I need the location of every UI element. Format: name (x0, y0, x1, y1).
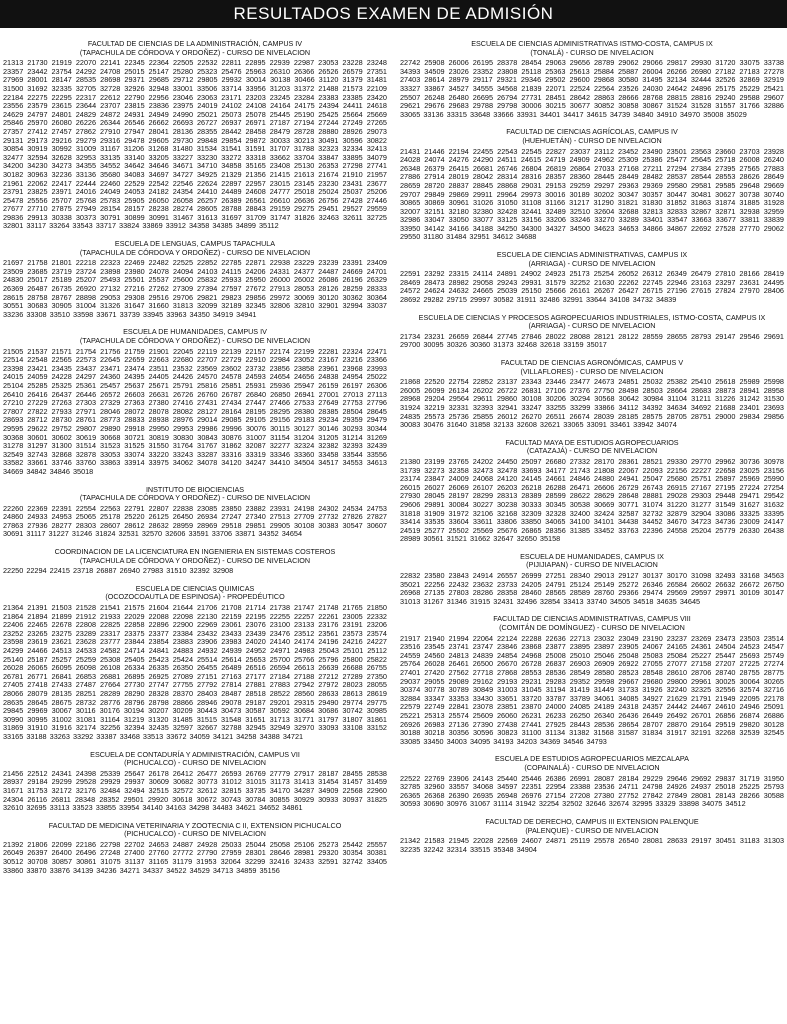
school-campus: (PICHUCALCO) - CURSO DE NIVELACION (124, 758, 266, 768)
school-header (400, 439, 784, 456)
school-name: FACULTAD DE CIENCIAS DE LA ADMINISTRACIÓN, CAMPUS IV (87, 39, 303, 48)
school-name: ESCUELA DE CONTADURÍA Y ADMINISTRACIÓN, CAMPUS VII (90, 749, 300, 759)
school-campus: (TONALÁ) - CURSO DE NIVELACION (530, 47, 654, 57)
admitted-numbers: 21392 21806 22099 22186 22798 22702 24653 24887 24928 25033 25044 25058 25106 25273 25442 25557 26049 26397 26400 26496 27248 27400 27760 27772 27790 27959 28301 28646 28981 29320 30354 30381 30512 30708 30857 30861 31075 31137 31165 31179 31953 32064 32299 32416 32433 32591 32742 33405 33860 33870 33876 34139 34236 34271 34337 34522 34529 34713 34859 35156 (3, 839, 387, 875)
school-header (400, 251, 784, 268)
school-header (400, 755, 784, 772)
school-campus: (PIJIJIAPAN) - CURSO DE NIVELACION (526, 560, 658, 570)
admitted-numbers: 21868 22520 22754 22852 23137 23343 23446 23477 24673 24851 25032 25382 25410 25618 25989 25998 26005 26099 26134 26202 26722 26831 27106 27376 27750 28498 28503 28664 28683 28873 28941 28958 28968 29204 29564 29611 29860 30108 30206 30294 30568 30642 30984 31104 31211 31226 31242 31530 31924 32219 32331 32393 32941 33247 33255 33299 33866 34112 34392 34634 34692 21688 23401 23693 24835 25573 25736 25855 26012 26270 26511 26674 28039 28185 28575 28705 28751 29000 29834 29856 30083 30476 31640 31858 32133 32608 32621 33065 33091 33461 33942 34074 (400, 377, 784, 430)
admitted-numbers: 21917 21940 21994 22064 22124 22288 22636 22713 23032 23049 23190 23237 23269 23473 23503 23514 23516 23545 23741 23747 23846 23868 23877 23895 23897 23905 24067 24165 24361 24504 24523 24547 24559 24560 24813 24839 24854 24968 25008 25010 25046 25048 25083 25084 25227 25447 25693 25749 25764 26028 26461 26500 26670 26728 26837 26903 26909 26922 27055 27077 27158 27207 27225 27274 27401 27420 27562 27718 27868 28553 28536 28549 28580 28523 28548 28610 28706 28740 28755 28775 29037 29055 29089 29162 29193 29231 29283 29352 29598 29667 29680 29800 29961 30025 30064 30265 30374 30778 30789 30849 31003 31045 31194 31419 31449 31733 31926 32240 32325 32556 32574 32716 32884 33347 33353 33430 33651 33720 33787 33789 34061 34085 34927 21629 21791 21949 22095 22178 22579 22749 22841 23078 23851 23870 24000 24085 24189 24318 24357 24442 24467 24610 24946 25091 25221 25313 25574 25609 26060 26231 26233 26250 26340 26436 26449 26492 26701 26856 26874 26886 26926 26983 27136 27390 27438 27441 27925 28443 28536 28654 28707 28870 29164 29519 29820 30128 30188 30218 30356 30596 30823 31100 31134 31382 31568 31587 31834 31917 32191 32268 32539 32545 33085 33450 34003 34095 34193 34203 34369 34546 34793 (400, 633, 784, 746)
admitted-numbers: 21431 21446 22194 22455 22543 22545 22827 23037 23112 23452 23490 23501 23563 23660 23703 23928 24028 24074 24276 24290 24511 24615 24719 24909 24962 25309 25386 25477 25645 25718 26008 26240 26348 26379 26415 26681 26746 26804 26819 26864 27033 27168 27211 27294 27384 27395 27565 27883 27886 27914 28019 28042 28314 28316 28357 28360 28445 28449 28482 28537 28544 28553 28626 28649 28659 28720 28837 28845 28868 29031 29153 29259 29297 29363 29369 29580 29581 29585 29648 29669 29707 29849 29869 29911 29964 29973 30016 30189 30202 30347 30357 30447 30481 30627 30738 30740 30865 30869 30961 31026 31050 31108 31166 31217 31290 31821 31830 31852 31863 31874 31885 31928 32007 32151 32180 32380 32428 32441 32489 32510 32604 32688 32813 32833 32867 32871 32938 32959 32986 33047 33050 33077 33125 33156 33206 33246 33270 33289 33401 33547 33663 33677 33811 33839 33950 34142 34166 34188 34250 34300 34327 34500 34623 34653 34866 34867 22692 27528 27770 29062 29550 31180 31484 32951 34612 34688 (400, 146, 784, 242)
admitted-numbers: 22832 23580 23843 24914 26557 26999 27251 28340 29013 29127 30137 30170 31098 32493 33168 34563 35021 22256 22432 23632 23733 24205 24791 25124 25149 25272 26346 26584 26602 26632 26672 26750 26968 27135 27803 28286 28358 28460 28565 28589 28760 29366 29474 29569 29597 29971 30109 30147 31013 31267 31346 31915 32431 32496 32854 33413 33740 34505 34518 34635 34645 (400, 571, 784, 606)
admitted-numbers: 22260 22369 22391 22554 22563 22791 22807 22838 23085 23850 23882 23931 24198 24302 24534 24753 24860 24933 24953 25065 25178 25220 26125 26450 26934 27247 27340 27513 27709 27732 27826 27827 27863 27936 28277 28303 28607 28612 28632 28959 28969 29518 29851 29905 30108 30383 30547 30607 30691 31117 31227 31246 31824 32531 32570 32606 33591 33706 33871 34352 34654 (3, 503, 387, 539)
school-section (3, 585, 387, 742)
school-campus: (HUEHUETÁN) - CURSO DE NIVELACION (522, 135, 662, 145)
school-section (3, 548, 387, 576)
school-section (400, 755, 784, 809)
admitted-numbers: 22591 23292 23315 24114 24891 24902 24923 25173 25254 26052 26312 26349 26479 27810 28166 28419 28469 28473 28982 29058 29243 29931 31579 32252 21630 22262 22745 22946 23163 23297 23631 24495 24572 24624 24632 24665 25039 25150 25666 26161 26267 26427 26715 27196 27615 27824 27970 28406 28692 29282 29715 29997 30582 31911 32486 32991 33644 34108 34732 34839 (400, 269, 784, 305)
school-campus: (ARRIAGA) - CURSO DE NIVELACION (528, 321, 656, 331)
admitted-numbers: 21734 23231 26659 26844 27745 27846 28022 28088 28121 28122 28559 28655 28793 29147 29546 29691 29700 30095 30326 30360 31373 32468 32618 33159 35017 (400, 331, 784, 350)
school-name: FACULTAD MAYA DE ESTUDIOS AGROPECUARIOS (505, 437, 679, 447)
school-campus: (ARRIAGA) - CURSO DE NIVELACION (528, 258, 656, 268)
school-name: ESCUELA DE LENGUAS, CAMPUS TAPACHULA (114, 239, 276, 249)
school-campus: (PALENQUE) - CURSO DE NIVELACION (525, 825, 659, 835)
school-name: ESCUELA DE CIENCIAS ADMINISTRATIVAS, CAMPUS IX (496, 250, 688, 260)
school-campus: (OCOZOCOAUTLA DE ESPINOSA) - PROPEDÉUTICO (105, 592, 285, 602)
school-header (3, 328, 387, 345)
school-section (3, 751, 387, 813)
school-header (400, 128, 784, 145)
school-header (3, 240, 387, 257)
school-section (3, 240, 387, 319)
school-name: FACULTAD DE MEDICINA VETERINARIA Y ZOOTECNIA C II, EXTENSION PICHUCALCO (48, 820, 342, 830)
school-header (3, 585, 387, 602)
school-header (3, 548, 387, 565)
school-campus: (TAPACHULA DE CÓRDOVA Y ORDOÑEZ) - CURSO DE NIVELACION (79, 555, 311, 565)
admitted-numbers: 21364 21391 21503 21528 21541 21575 21604 21644 21706 21708 21714 21738 21747 21748 21765 21850 21864 21894 21899 21912 21933 22029 22088 22098 22130 22159 22195 22255 22257 22261 23005 22332 22406 22465 22678 22808 22825 22858 22896 22900 22969 23061 23076 23100 23133 23176 23191 23206 23252 23265 23275 23289 23317 23375 23377 23384 23432 23433 23439 23476 23512 23561 23573 23574 23598 23619 23621 23628 23777 23844 23854 23883 23906 23983 24020 24140 24174 24196 24216 24227 24299 24466 24513 24533 24582 24714 24841 24883 24932 24939 24952 24971 24983 25043 25101 25112 25140 25187 25257 25259 25308 25405 25423 25424 25514 25614 25653 25700 25766 25796 25800 25822 26028 26065 26095 26098 26108 26334 26335 26350 26455 26489 26516 26594 26613 26639 26688 26755 26781 26771 26841 26853 26881 26895 26925 27089 27151 27163 27177 27184 27188 27212 27289 27350 27405 27418 27433 27487 27664 27730 27747 27755 27792 27814 27881 27883 27942 27972 28023 28055 28066 28079 28135 28251 28289 28290 28328 28370 28403 28487 28518 28522 28560 28633 28613 28619 28635 28645 28675 28732 28776 28796 28798 28866 28946 29078 29187 29201 29315 29490 29774 29775 29845 29969 30067 30116 30176 30194 30207 30209 30443 30473 30587 30592 30684 30686 30742 30985 30990 30995 31002 31081 31164 31219 31320 31485 31515 31548 31651 31713 31771 31797 31807 31861 31869 31910 31916 32174 32256 32394 32435 32597 32667 32788 32945 32949 32970 33093 33108 33152 33165 33188 33263 33292 33387 33468 33513 33672 34059 34121 34258 34388 34721 (3, 603, 387, 741)
admitted-numbers: 21342 21583 21945 22028 22569 24607 24871 25119 25578 26540 28081 28633 29197 30451 31183 31303 32235 32242 32314 33515 35348 34904 (400, 836, 784, 854)
school-header (400, 40, 784, 57)
school-section (400, 553, 784, 607)
school-header (3, 40, 387, 57)
school-header (3, 486, 387, 503)
school-section (3, 328, 387, 476)
school-campus: (COPAINALÁ) - CURSO DE NIVELACION (524, 762, 660, 772)
school-section (400, 128, 784, 242)
admitted-numbers: 22522 22769 23906 24143 25440 25446 26386 26991 28087 28184 29229 29646 29692 29837 31719 31950 32785 32960 33557 34068 34597 22351 22954 23388 23536 24711 24798 24926 24937 25018 25225 25793 26365 26368 26390 26935 26948 26976 27154 27208 27380 27752 27842 27849 28081 28143 28266 30588 30593 30690 30976 31067 31114 31942 32254 32502 32646 32674 32995 33329 33898 34075 34512 (400, 773, 784, 809)
school-section (400, 359, 784, 430)
school-header (400, 818, 784, 835)
school-name: ESCUELA DE CIENCIAS QUIMICAS (135, 583, 255, 593)
school-campus: (TAPACHULA DE CÓRDOVA Y ORDOÑEZ) - CURSO DE NIVELACION (79, 493, 311, 503)
results-banner (0, 0, 787, 28)
page-title: RESULTADOS EXAMEN DE ADMISIÓN (233, 4, 554, 23)
school-section (3, 822, 387, 876)
school-campus: (COMITÁN DE DOMÍNGUEZ) - CURSO DE NIVELACION (499, 623, 685, 633)
admitted-numbers: 21380 23199 23765 24202 24450 25097 26680 27332 28170 28361 28521 29330 29770 29962 30736 30978 31739 32273 32358 32473 32478 33693 34177 21743 21808 22067 22093 22156 22227 22658 23025 23156 23174 23847 24009 24068 24120 24145 24661 24846 24880 24941 25047 25680 25751 25897 25969 25990 26015 26027 26069 26107 26203 26218 26288 26471 26606 26729 26743 26915 27167 27195 27224 27254 27930 28045 28197 28299 28313 28389 28599 28622 28629 28648 28881 29028 29303 29448 29471 29542 29606 29891 30084 30227 30238 30333 30345 30538 30669 30771 31074 31220 31277 31549 31627 31632 31818 31909 31972 32106 32168 32309 32328 32400 32424 32587 32732 32879 32904 33086 33325 33395 33414 33535 33604 33611 33806 33850 34065 34100 34101 34438 34452 34670 34723 34736 23009 24147 24519 25277 25502 25569 25676 26865 28356 31385 33452 33763 22396 24558 25204 25779 26330 26438 28989 30561 31521 31662 32647 32650 35158 (400, 456, 784, 544)
school-name: ESCUELA DE CIENCIAS Y PROCESOS AGROPECUARIOS INDUSTRIALES, ISTMO-COSTA, CAMPUS IX (418, 312, 766, 322)
school-section (400, 251, 784, 305)
school-campus: (CATAZAJÁ) - CURSO DE NIVELACION (526, 446, 658, 456)
school-header (400, 553, 784, 570)
school-section (3, 486, 387, 540)
school-name: ESCUELA DE CIENCIAS ADMINISTRATIVAS ISTMO-COSTA, CAMPUS IX (471, 39, 713, 48)
right-column (400, 40, 784, 863)
school-section (400, 818, 784, 854)
school-name: FACULTAD DE CIENCIAS AGRÍCOLAS, CAMPUS IV (506, 127, 678, 137)
school-name: ESCUELA DE HUMANIDADES, CAMPUS IV (123, 327, 267, 337)
school-name: ESCUELA DE HUMANIDADES, CAMPUS IX (520, 551, 664, 561)
school-campus: (PICHUCALCO) - CURSO DE NIVELACION (124, 829, 266, 839)
school-header (400, 359, 784, 376)
school-name: ESCUELA DE ESTUDIOS AGROPECUARIOS MEZCALAPA (495, 754, 689, 764)
school-name: INSTITUTO DE BIOCIENCIAS (145, 484, 245, 494)
school-campus: (TAPACHULA DE CÓRDOVA Y ORDOÑEZ) - CURSO DE NIVELACION (79, 247, 311, 257)
school-header (400, 314, 784, 331)
admitted-numbers: 21456 22512 24341 24398 25339 25647 26178 26412 26477 26593 26769 27779 27917 28187 28455 28538 28937 29184 29299 29528 29929 29937 30609 30682 30773 31012 31015 31173 31413 31454 31457 31459 31671 31753 32172 32176 32484 32494 32515 32572 32612 32815 33735 34170 34287 34909 22568 22960 24304 26116 26811 28348 28352 29501 29920 30618 30672 30743 30784 30855 30929 30933 30937 31825 32610 32695 33113 33523 33855 33954 34140 34163 34298 34483 34621 34652 34861 (3, 768, 387, 813)
school-section (3, 40, 387, 231)
school-section (400, 40, 784, 119)
school-name: FACULTAD DE DERECHO, CAMPUS III EXTENSION PALENQUE (485, 816, 699, 826)
admitted-numbers: 22250 22294 22415 23718 26887 26940 27983 31510 32392 32908 (3, 566, 234, 576)
school-name: FACULTAD DE CIENCIAS ADMINISTRATIVAS, CAMPUS VIII (493, 614, 691, 624)
school-campus: (TAPACHULA DE CÓRDOVA Y ORDOÑEZ) - CURSO DE NIVELACION (79, 47, 311, 57)
school-header (3, 822, 387, 839)
admitted-numbers: 21313 21730 21919 22070 22141 22345 22364 22505 22532 22811 22895 22939 22987 23053 23228 23248 23357 23442 23754 24292 24708 25015 25147 25280 25323 25476 25963 26310 26366 26526 26579 27351 27969 28001 28147 28535 28698 29371 29685 29712 29805 29932 30014 30138 30466 31120 31379 31481 31500 31692 32335 32705 32728 32926 32948 33001 33506 33714 33956 31203 31372 21488 21573 22109 22184 22275 22295 22317 22612 22790 22956 23046 23063 23171 23203 23245 23284 23383 23385 23420 23556 23579 23615 23644 23707 23815 23836 23975 24019 24102 24108 24164 24175 24394 24411 24618 24629 24797 24801 24829 24872 24931 24949 24990 25021 25073 25078 25445 25190 25425 25664 25669 25846 25970 26080 26226 26344 26546 26662 26693 26727 26937 26971 27187 27194 27244 27249 27265 27357 27412 27457 27862 27910 27947 28041 28136 28355 28442 28458 28479 28728 28880 28926 29073 29131 29173 29216 29279 29316 29478 29605 29730 29848 29854 29872 30033 30213 30491 30596 30822 30854 30919 30992 31009 31167 31206 31268 31480 31534 31541 31591 31707 31788 32323 32334 32413 32477 32594 32628 32953 33135 33140 33205 33227 33230 33272 33318 33662 33704 33847 33895 34079 34200 34230 34273 34355 34552 34642 34646 34671 34710 34858 35165 23408 25130 26353 27298 27741 30182 30963 32236 33136 35680 34083 34697 34727 34925 21329 21356 21415 21613 21674 21910 21957 21961 22062 22417 22444 22460 22529 22542 22546 22624 22897 22957 23015 23145 23230 23431 23677 23791 23825 23971 24016 24049 24053 24182 24354 24410 24489 24608 24777 25018 25024 25037 25206 25478 25556 25707 25768 25783 25905 26050 26058 26257 26389 26561 26610 26636 26756 27428 27446 27677 27710 27875 27949 28154 28157 28238 28274 28605 28788 28843 29159 29275 29451 29527 29559 29836 29913 30338 30373 30791 30899 30991 31467 31613 31697 31709 31747 31826 32463 32611 32725 32801 33117 33264 33543 33717 33824 33869 33912 34358 34385 34899 35112 (3, 58, 387, 231)
school-name: COORDINACION DE LA LICENCIATURA EN INGENIERIA EN SISTEMAS COSTEROS (54, 547, 336, 557)
school-name: FACULTAD DE CIENCIAS AGRONÓMICAS, CAMPUS V (500, 358, 684, 367)
admitted-numbers: 21505 21537 21571 21754 21756 21759 21901 22045 22119 22139 22157 22174 22199 22281 22324 22471 22514 22548 22565 22573 22645 22659 22663 22680 22707 22729 22910 22984 23052 23167 23216 23366 23398 23421 23435 23437 23471 23474 23511 23532 23569 23602 23732 23856 23858 23961 23968 23993 24015 24059 24228 24297 24360 24395 24405 24426 24570 24578 24593 24654 24656 24838 24954 25022 25104 25285 25325 25361 25457 25637 25671 25791 25816 25851 25931 25936 25947 26159 26197 26306 26410 26416 26437 26446 26572 26603 26631 26726 26760 26787 26840 26850 26941 27001 27013 27113 27210 27229 27263 27303 27329 27363 27380 27416 27431 27434 27447 27466 27533 27649 27753 27796 27807 27822 27933 27971 28046 28072 28078 28082 28127 28164 28195 28295 28380 28385 28504 28645 28693 28712 28730 28761 28773 28833 28938 28976 29014 29085 29105 29156 29183 29234 29359 29479 29595 29622 29752 29807 29890 29918 29950 29953 29986 29996 30076 30115 30127 30146 30293 30344 30368 30601 30602 30619 30668 30721 30819 30830 30843 30876 31007 31154 31204 31205 31214 31269 31278 31297 31300 31514 31523 31525 31550 31764 31767 31862 32087 32277 32324 32382 32393 32439 32549 32743 32868 32878 33053 33074 33220 33243 33287 33316 33319 33346 33360 33458 33544 33556 33582 33661 33746 33760 33863 33914 33975 34062 34078 34120 34247 34410 34504 34517 34553 34613 34669 34842 34846 35018 (3, 346, 387, 476)
school-section (400, 314, 784, 350)
school-header (3, 751, 387, 768)
school-campus: (VILLAFLORES) - CURSO DE NIVELACION (520, 366, 664, 376)
school-header (400, 615, 784, 632)
school-section (400, 439, 784, 544)
school-section (400, 615, 784, 746)
school-campus: (TAPACHULA DE CÓRDOVA Y ORDOÑEZ) - CURSO DE NIVELACION (79, 336, 311, 345)
admitted-numbers: 22742 25908 26006 26195 28378 28454 29063 29656 28789 29062 29066 29817 29930 31720 33075 33738 34393 34509 23026 23352 23808 25118 25363 25613 25884 25887 26004 26266 26980 27182 27183 27278 27403 28614 28979 29117 29321 29346 29502 29600 29868 30580 31495 32134 32444 32526 32869 32919 33327 33867 34527 34555 34568 21839 22071 22524 22564 23526 24030 24642 24896 25175 25229 25421 25507 26248 26480 26695 26794 27731 28451 28642 28863 28666 28768 28815 28816 29240 29588 29607 29621 29676 29683 29788 29798 30006 30215 30677 30852 30858 30867 31524 31528 31557 31766 32886 33065 33136 33315 33648 33666 33931 34401 34417 34615 34739 34840 34910 34970 35008 35029 (400, 58, 784, 119)
admitted-numbers: 21697 21758 21801 22218 22323 22469 22482 22525 22852 22785 22871 22938 23229 23239 23391 23409 23509 23685 23719 23724 23898 23980 24078 24094 24103 24115 24206 24331 24377 24487 24669 24701 24830 25017 25189 25207 25493 25501 25537 25600 25832 25933 25950 26000 26002 26086 26196 26329 26369 26487 26735 26920 27132 27216 27262 27309 27394 27597 27672 27913 28053 28126 28259 28333 28615 28758 28767 28898 29053 29308 29516 29706 29821 29823 29856 29972 30069 30120 30362 30364 30551 30683 30905 31004 31326 31647 31660 31813 32099 32189 32345 32806 32810 32901 32994 33037 33236 33308 33510 33598 33671 33739 33945 33963 34350 34919 34941 (3, 258, 387, 319)
left-column (3, 40, 387, 884)
